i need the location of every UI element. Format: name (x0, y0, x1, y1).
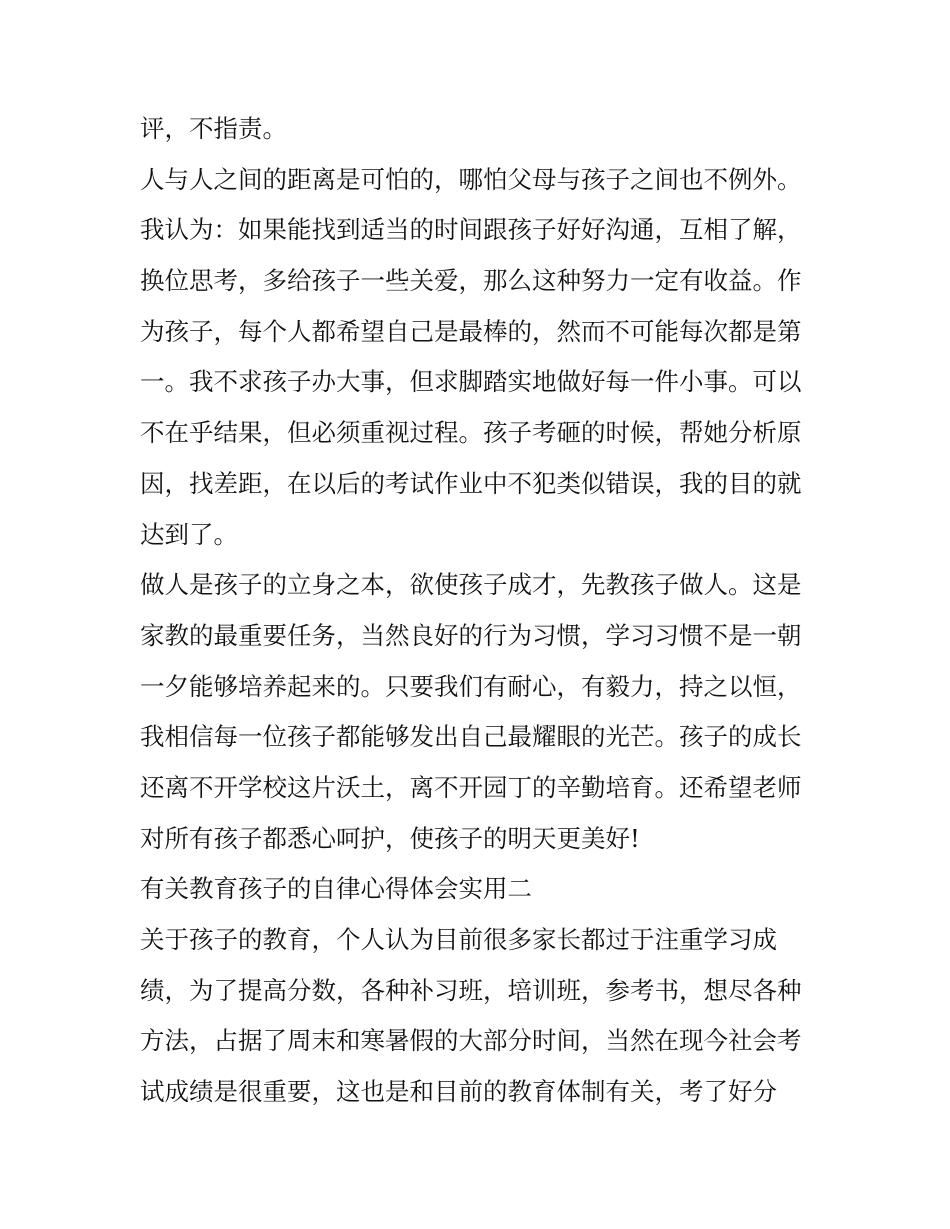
text-line: 人与人之间的距离是可怕的，哪怕父母与孩子之间也不例外。 (140, 164, 802, 194)
text-line: 试成绩是很重要，这也是和目前的教育体制有关，考了好分 (140, 1077, 777, 1107)
text-line: 一。我不求孩子办大事，但求脚踏实地做好每一件小事。可以 (140, 367, 802, 397)
text-line: 一夕能够培养起来的。只要我们有耐心，有毅力，持之以恒， (140, 671, 802, 701)
text-line: 方法，占据了周末和寒暑假的大部分时间，当然在现今社会考 (140, 1026, 802, 1056)
text-line: 我相信每一位孩子都能够发出自己最耀眼的光芒。孩子的成长 (140, 722, 802, 752)
text-line: 绩，为了提高分数，各种补习班，培训班，参考书，想尽各种 (140, 975, 802, 1005)
text-line: 为孩子，每个人都希望自己是最棒的，然而不可能每次都是第 (140, 316, 802, 346)
text-line: 对所有孩子都悉心呵护，使孩子的明天更美好! (140, 823, 640, 853)
text-line: 达到了。 (140, 519, 238, 549)
text-line: 关于孩子的教育，个人认为目前很多家长都过于注重学习成 (140, 925, 777, 954)
text-line: 还离不开学校这片沃土，离不开园丁的辛勤培育。还希望老师 (140, 772, 802, 802)
document-body (140, 104, 820, 1118)
text-line: 不在乎结果，但必须重视过程。孩子考砸的时候，帮她分析原 (140, 418, 802, 448)
text-line: 换位思考，多给孩子一些关爱，那么这种努力一定有收益。作 (140, 266, 802, 296)
text-line: 因，找差距，在以后的考试作业中不犯类似错误，我的目的就 (140, 468, 802, 498)
section-heading: 有关教育孩子的自律心得体会实用二 (140, 874, 532, 904)
text-line: 做人是孩子的立身之本，欲使孩子成才，先教孩子做人。这是 (140, 570, 802, 600)
text-line: 家教的最重要任务，当然良好的行为习惯，学习习惯不是一朝 (140, 620, 802, 650)
text-line: 评，不指责。 (140, 114, 287, 143)
text-line: 我认为：如果能找到适当的时间跟孩子好好沟通，互相了解， (140, 215, 802, 245)
